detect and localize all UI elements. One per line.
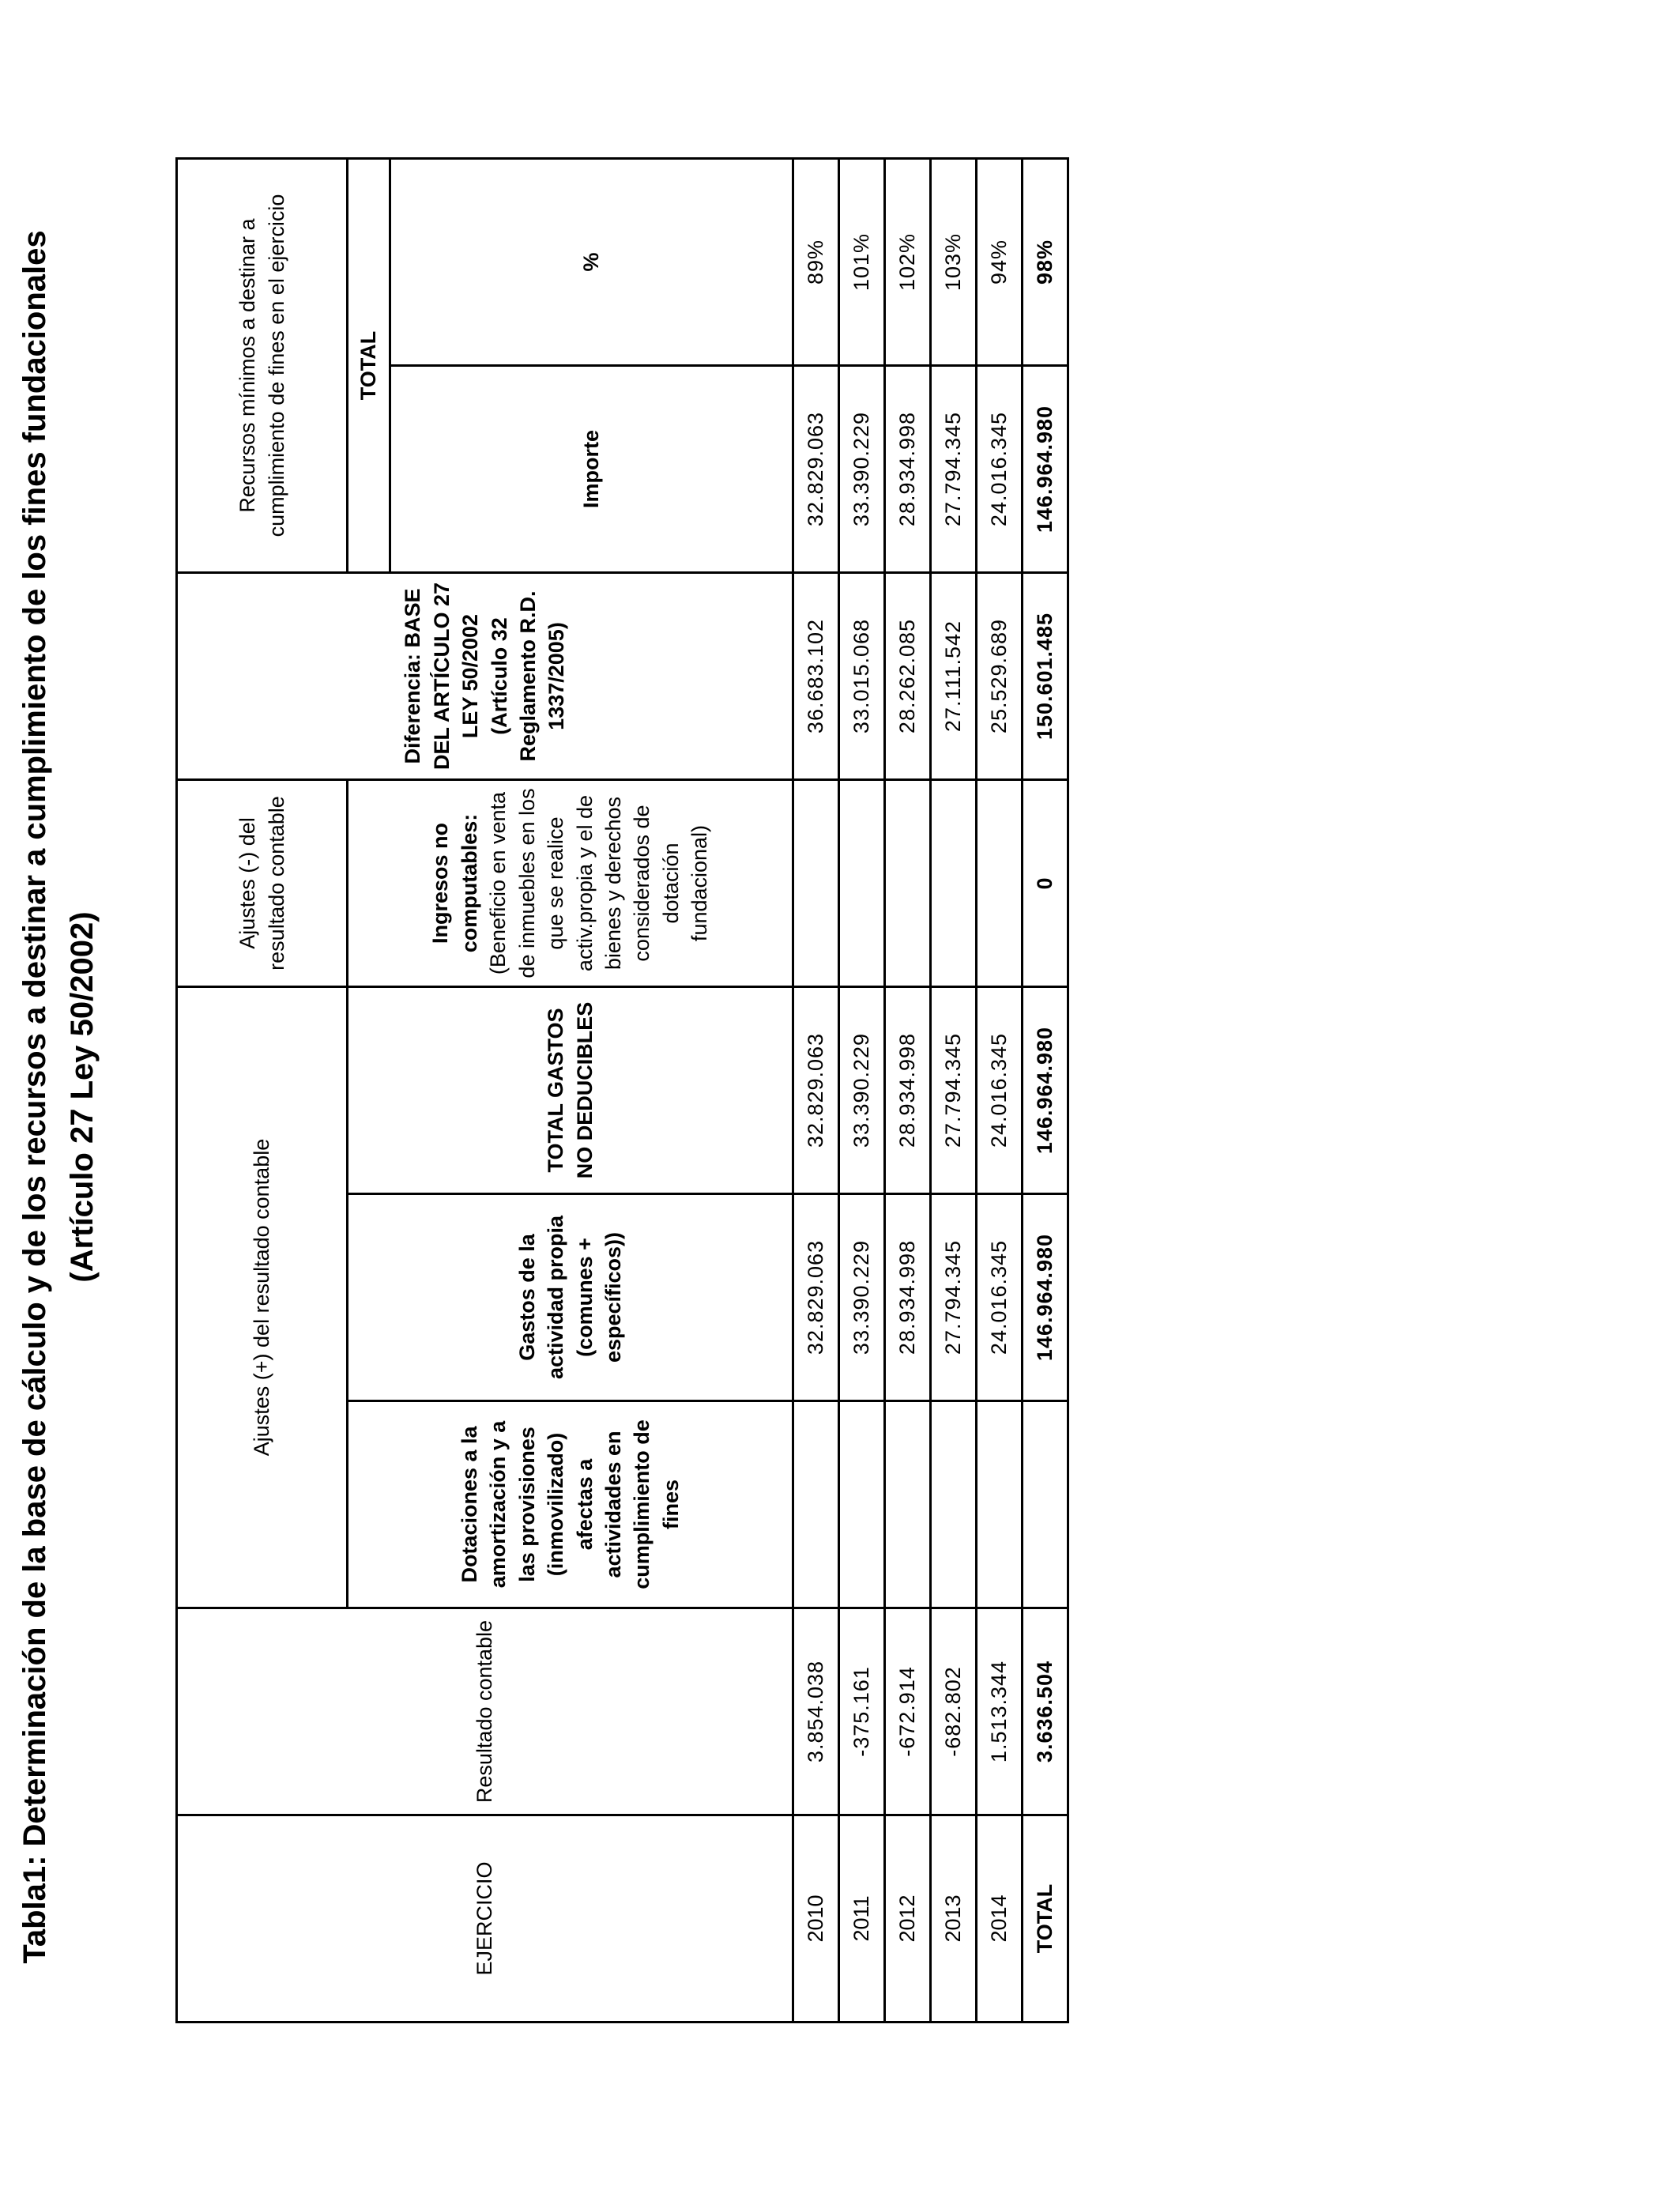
cell-gastos: 28.934.998 — [885, 1194, 931, 1401]
cell-total-gastos: 32.829.063 — [793, 987, 839, 1194]
cell-dotaciones — [793, 1401, 839, 1608]
header-recursos-minimos: Recursos mínimos a destinar a cumplimiento de fines en el ejercicio — [177, 159, 348, 573]
header-dotaciones: Dotaciones a la amortización y a las provisiones (inmovilizado) afectas a actividades en cumplimiento de fines — [348, 1401, 793, 1608]
cell-dotaciones — [977, 1401, 1023, 1608]
table-total-row — [1023, 159, 1068, 2022]
cell-total-gastos: 24.016.345 — [977, 987, 1023, 1194]
cell-ingresos — [793, 780, 839, 987]
cell-porcentaje: 101% — [839, 159, 885, 366]
cell-ingresos-total: 0 — [1023, 780, 1068, 987]
cell-importe: 33.390.229 — [839, 366, 885, 573]
table-row — [931, 159, 977, 2022]
header-diferencia-base: Diferencia: BASE DEL ARTÍCULO 27 LEY 50/2002 (Artículo 32 Reglamento R.D. 1337/2005) — [177, 573, 793, 780]
header-ajustes-positivos: Ajustes (+) del resultado contable — [177, 987, 348, 1608]
cell-resultado: -375.161 — [839, 1608, 885, 1815]
cell-resultado-total: 3.636.504 — [1023, 1608, 1068, 1815]
cell-gastos: 33.390.229 — [839, 1194, 885, 1401]
title-line-1: Tabla1: Determinación de la base de cálculo y de los recursos a destinar a cumplimiento de los fines fundacionales — [17, 230, 52, 1964]
cell-importe: 32.829.063 — [793, 366, 839, 573]
cell-ejercicio: 2010 — [793, 1815, 839, 2022]
header-total: TOTAL — [348, 159, 390, 573]
header-gastos-actividad: Gastos de la actividad propia (comunes + específicos)) — [348, 1194, 793, 1401]
cell-ejercicio: 2011 — [839, 1815, 885, 2022]
cell-ingresos — [839, 780, 885, 987]
cell-total-gastos: 28.934.998 — [885, 987, 931, 1194]
cell-porcentaje: 103% — [931, 159, 977, 366]
header-ajustes-negativos: Ajustes (-) del resultado contable — [177, 780, 348, 987]
cell-importe: 27.794.345 — [931, 366, 977, 573]
cell-ejercicio-total: TOTAL — [1023, 1815, 1068, 2022]
fines-fundacionales-table — [175, 157, 1069, 2023]
table-row — [839, 159, 885, 2022]
document-title — [11, 0, 106, 2194]
cell-resultado: 1.513.344 — [977, 1608, 1023, 1815]
cell-dotaciones — [885, 1401, 931, 1608]
cell-diferencia-total: 150.601.485 — [1023, 573, 1068, 780]
cell-gastos-total: 146.964.980 — [1023, 1194, 1068, 1401]
cell-ejercicio: 2012 — [885, 1815, 931, 2022]
table-row — [793, 159, 839, 2022]
cell-importe-total: 146.964.980 — [1023, 366, 1068, 573]
cell-ingresos — [977, 780, 1023, 987]
header-importe: Importe — [390, 366, 793, 573]
cell-total-gastos: 33.390.229 — [839, 987, 885, 1194]
cell-gastos: 32.829.063 — [793, 1194, 839, 1401]
cell-dotaciones — [931, 1401, 977, 1608]
cell-porcentaje: 89% — [793, 159, 839, 366]
header-porcentaje: % — [390, 159, 793, 366]
cell-gastos: 27.794.345 — [931, 1194, 977, 1401]
cell-dotaciones — [839, 1401, 885, 1608]
cell-resultado: -672.914 — [885, 1608, 931, 1815]
header-ingresos-no-computables — [348, 780, 793, 987]
title-line-2: (Artículo 27 Ley 50/2002) — [65, 911, 100, 1283]
header-total-gastos-no-deducibles: TOTAL GASTOS NO DEDUCIBLES — [348, 987, 793, 1194]
cell-dotaciones-total — [1023, 1401, 1068, 1608]
header-ingresos-bold: Ingresos no computables: — [428, 813, 481, 953]
cell-total-gastos-total: 146.964.980 — [1023, 987, 1068, 1194]
cell-porcentaje-total: 98% — [1023, 159, 1068, 366]
cell-diferencia: 25.529.689 — [977, 573, 1023, 780]
table-row — [885, 159, 931, 2022]
cell-total-gastos: 27.794.345 — [931, 987, 977, 1194]
cell-diferencia: 28.262.085 — [885, 573, 931, 780]
cell-porcentaje: 102% — [885, 159, 931, 366]
header-ejercicio: EJERCICIO — [177, 1815, 793, 2022]
cell-resultado: -682.802 — [931, 1608, 977, 1815]
cell-gastos: 24.016.345 — [977, 1194, 1023, 1401]
cell-ingresos — [885, 780, 931, 987]
cell-importe: 28.934.998 — [885, 366, 931, 573]
cell-resultado: 3.854.038 — [793, 1608, 839, 1815]
header-resultado-contable: Resultado contable — [177, 1608, 793, 1815]
cell-importe: 24.016.345 — [977, 366, 1023, 573]
header-ingresos-detail: (Beneficio en venta de inmuebles en los que se realice activ.propia y el de bienes y derechos considerados de dotación fundacional) — [486, 788, 712, 978]
cell-diferencia: 27.111.542 — [931, 573, 977, 780]
table-row — [977, 159, 1023, 2022]
cell-porcentaje: 94% — [977, 159, 1023, 366]
table-container — [175, 157, 1069, 2023]
cell-ejercicio: 2014 — [977, 1815, 1023, 2022]
cell-diferencia: 33.015.068 — [839, 573, 885, 780]
cell-ejercicio: 2013 — [931, 1815, 977, 2022]
cell-ingresos — [931, 780, 977, 987]
cell-diferencia: 36.683.102 — [793, 573, 839, 780]
